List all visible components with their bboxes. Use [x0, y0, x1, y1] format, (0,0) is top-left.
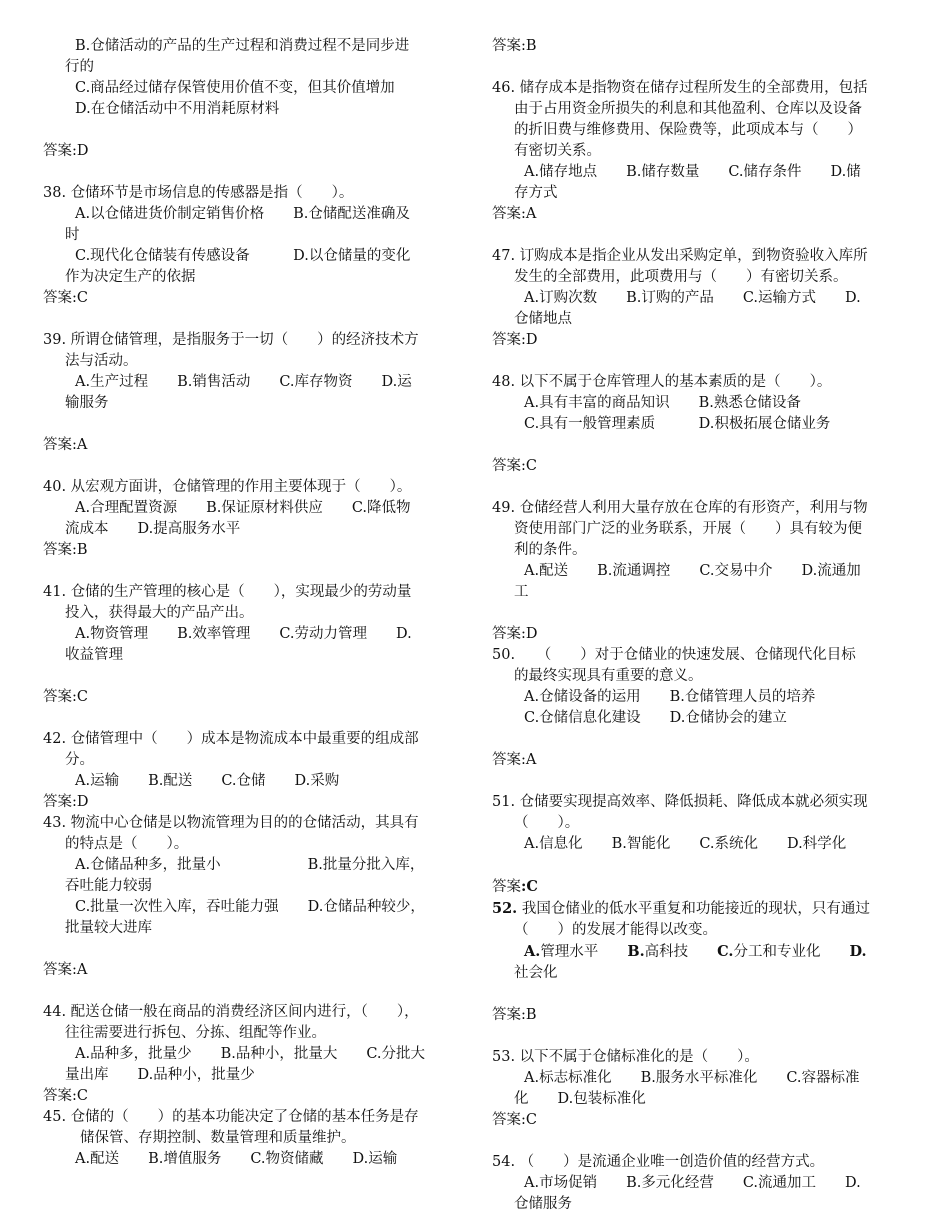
option-line: A.仓储品种多，批量小 B.批量分批入库， — [75, 857, 425, 873]
option-line: A.品种多，批量少 B.品种小，批量大 C.分批大 — [75, 1046, 426, 1062]
option-line: A.物资管理 B.效率管理 C.劳动力管理 D. — [75, 626, 412, 642]
option-line: A.配送 B.增值服务 C.物资储藏 D.运输 — [75, 1151, 398, 1167]
answer-47: 答案:D — [492, 332, 538, 348]
answer-52: 答案:B — [492, 1007, 537, 1023]
answer-49: 答案:D — [492, 626, 538, 642]
answer-44: 答案:C — [43, 1088, 88, 1104]
question-line: 分。 — [65, 752, 94, 768]
option-line: A.订购次数 B.订购的产品 C.运输方式 D. — [524, 290, 861, 306]
option-line: 量出库 D.品种小，批量少 — [65, 1067, 255, 1083]
question-45: 45. 仓储的（ ）的基本功能决定了仓储的基本任务是存 — [43, 1109, 419, 1125]
question-50: 50. （ ）对于仓储业的快速发展、仓储现代化目标 — [492, 647, 856, 663]
option-text: 高科技 — [644, 944, 718, 960]
question-line: 资使用部门广泛的业务联系，开展（ ）具有较为便 — [514, 521, 862, 537]
answer-40: 答案:B — [43, 542, 88, 558]
option-line: A.配送 B.流通调控 C.交易中介 D.流通加 — [524, 563, 861, 579]
question-line: 法与活动。 — [65, 353, 138, 369]
option-line: A.标志标准化 B.服务水平标准化 C.容器标准 — [524, 1070, 860, 1086]
question-line: 利的条件。 — [514, 542, 587, 558]
question-54: 54. （ ）是流通企业唯一创造价值的经营方式。 — [492, 1154, 825, 1170]
option-line: 时 — [65, 227, 80, 243]
option-line: 收益管理 — [65, 647, 123, 663]
option-text: 分工和专业化 — [733, 944, 850, 960]
option-line: 输服务 — [65, 395, 109, 411]
option-line: A.生产过程 B.销售活动 C.库存物资 D.运 — [75, 374, 412, 390]
question-41: 41. 仓储的生产管理的核心是（ ），实现最少的劳动量 — [43, 584, 412, 600]
option-line: 作为决定生产的依据 — [65, 269, 196, 285]
answer-46: 答案:A — [492, 206, 537, 222]
answer-38: 答案:C — [43, 290, 88, 306]
question-line: 的最终实现具有重要的意义。 — [514, 668, 703, 684]
question-line: 往往需要进行拆包、分拣、组配等作业。 — [65, 1025, 326, 1041]
option-line: A.运输 B.配送 C.仓储 D.采购 — [75, 773, 340, 789]
option-line: C.批量一次性入库，吞吐能力强 D.仓储品种较少， — [75, 899, 425, 915]
question-line: 发生的全部费用，此项费用与（ ）有密切关系。 — [514, 269, 848, 285]
option-line: 流成本 D.提高服务水平 — [65, 521, 241, 537]
option-line: C.具有一般管理素质 D.积极拓展仓储业务 — [524, 416, 831, 432]
question-49: 49. 仓储经营人利用大量存放在仓库的有形资产，利用与物 — [492, 500, 868, 516]
answer-51 — [492, 876, 912, 898]
option-line: C.商品经过储存保管使用价值不变，但其价值增加 — [75, 80, 395, 96]
question-42: 42. 仓储管理中（ ）成本是物流成本中最重要的组成部 — [43, 731, 419, 747]
option-line: C.仓储信息化建设 D.仓储协会的建立 — [524, 710, 787, 726]
option-line: A.合理配置资源 B.保证原材料供应 C.降低物 — [75, 500, 411, 516]
option-line: A.以仓储进货价制定销售价格 B.仓储配送准确及 — [75, 206, 410, 222]
question-line: 有密切关系。 — [514, 143, 601, 159]
option-line: 批量较大进库 — [65, 920, 152, 936]
option-line: 化 D.包装标准化 — [514, 1091, 646, 1107]
left-column — [43, 36, 468, 1170]
question-44: 44. 配送仓储一般在商品的消费经济区间内进行，（ ）， — [43, 1004, 419, 1020]
question-48: 48. 以下不属于仓库管理人的基本素质的是（ ）。 — [492, 374, 832, 390]
answer-50: 答案:A — [492, 752, 537, 768]
answer-42: 答案:D — [43, 794, 89, 810]
question-line: （ ）的发展才能得以改变。 — [514, 922, 717, 938]
option-line: 工 — [514, 584, 529, 600]
option-line: A.市场促销 B.多元化经营 C.流通加工 D. — [524, 1175, 861, 1191]
option-line: A.具有丰富的商品知识 B.熟悉仓储设备 — [524, 395, 801, 411]
question-40: 40. 从宏观方面讲，仓储管理的作用主要体现于（ ）。 — [43, 479, 412, 495]
option-letter: D. — [849, 943, 867, 960]
question-39: 39. 所谓仓储管理，是指服务于一切（ ）的经济技术方 — [43, 332, 419, 348]
answer-value: :C — [521, 878, 538, 895]
question-43: 43. 物流中心仓储是以物流管理为目的的仓储活动，其具有 — [43, 815, 419, 831]
option-line: 吞吐能力较弱 — [65, 878, 152, 894]
option-line: 仓储地点 — [514, 311, 572, 327]
answer-label: 答案 — [492, 879, 521, 895]
answer-37: 答案:D — [43, 143, 89, 159]
answer-43: 答案:A — [43, 962, 88, 978]
question-38: 38. 仓储环节是市场信息的传感器是指（ ）。 — [43, 185, 354, 201]
answer-53: 答案:C — [492, 1112, 537, 1128]
question-53: 53. 以下不属于仓储标准化的是（ ）。 — [492, 1049, 759, 1065]
question-line: （ ）。 — [514, 815, 580, 831]
option-line — [524, 941, 912, 963]
question-line: 的特点是（ ）。 — [65, 836, 189, 852]
answer-45: 答案:B — [492, 38, 537, 54]
option-letter: A. — [524, 943, 541, 960]
option-letter: C. — [717, 943, 734, 960]
option-line: C.现代化仓储装有传感设备 D.以仓储量的变化 — [75, 248, 411, 264]
option-text: 管理水平 — [540, 944, 628, 960]
option-line: B.仓储活动的产品的生产过程和消费过程不是同步进 — [75, 38, 410, 54]
question-47: 47. 订购成本是指企业从发出采购定单，到物资验收入库所 — [492, 248, 868, 264]
right-column — [492, 36, 912, 1215]
answer-48: 答案:C — [492, 458, 537, 474]
option-line: 存方式 — [514, 185, 558, 201]
answer-41: 答案:C — [43, 689, 88, 705]
option-line: A.仓储设备的运用 B.仓储管理人员的培养 — [524, 689, 816, 705]
question-number: 52. — [492, 900, 518, 917]
option-line: 行的 — [65, 59, 94, 75]
answer-39: 答案:A — [43, 437, 88, 453]
option-line: D.在仓储活动中不用消耗原材料 — [75, 101, 280, 117]
question-line: 由于占用资金所损失的利息和其他盈利、仓库以及设备 — [514, 101, 862, 117]
option-line: A.储存地点 B.储存数量 C.储存条件 D.储 — [524, 164, 861, 180]
question-52 — [492, 898, 912, 920]
question-text: 我国仓储业的低水平重复和功能接近的现状，只有通过 — [517, 901, 870, 917]
option-line: A.信息化 B.智能化 C.系统化 D.科学化 — [524, 836, 847, 852]
option-line: 仓储服务 — [514, 1196, 572, 1212]
question-46: 46. 储存成本是指物资在储存过程所发生的全部费用，包括 — [492, 80, 868, 96]
question-line: 的折旧费与维修费用、保险费等，此项成本与（ ） — [514, 122, 862, 138]
option-letter: B. — [627, 943, 645, 960]
question-line: 投入，获得最大的产品产出。 — [65, 605, 254, 621]
question-51: 51. 仓储要实现提高效率、降低损耗、降低成本就必须实现 — [492, 794, 868, 810]
question-line: 储保管、存期控制、数量管理和质量维护。 — [80, 1130, 356, 1146]
option-line: 社会化 — [514, 965, 558, 981]
